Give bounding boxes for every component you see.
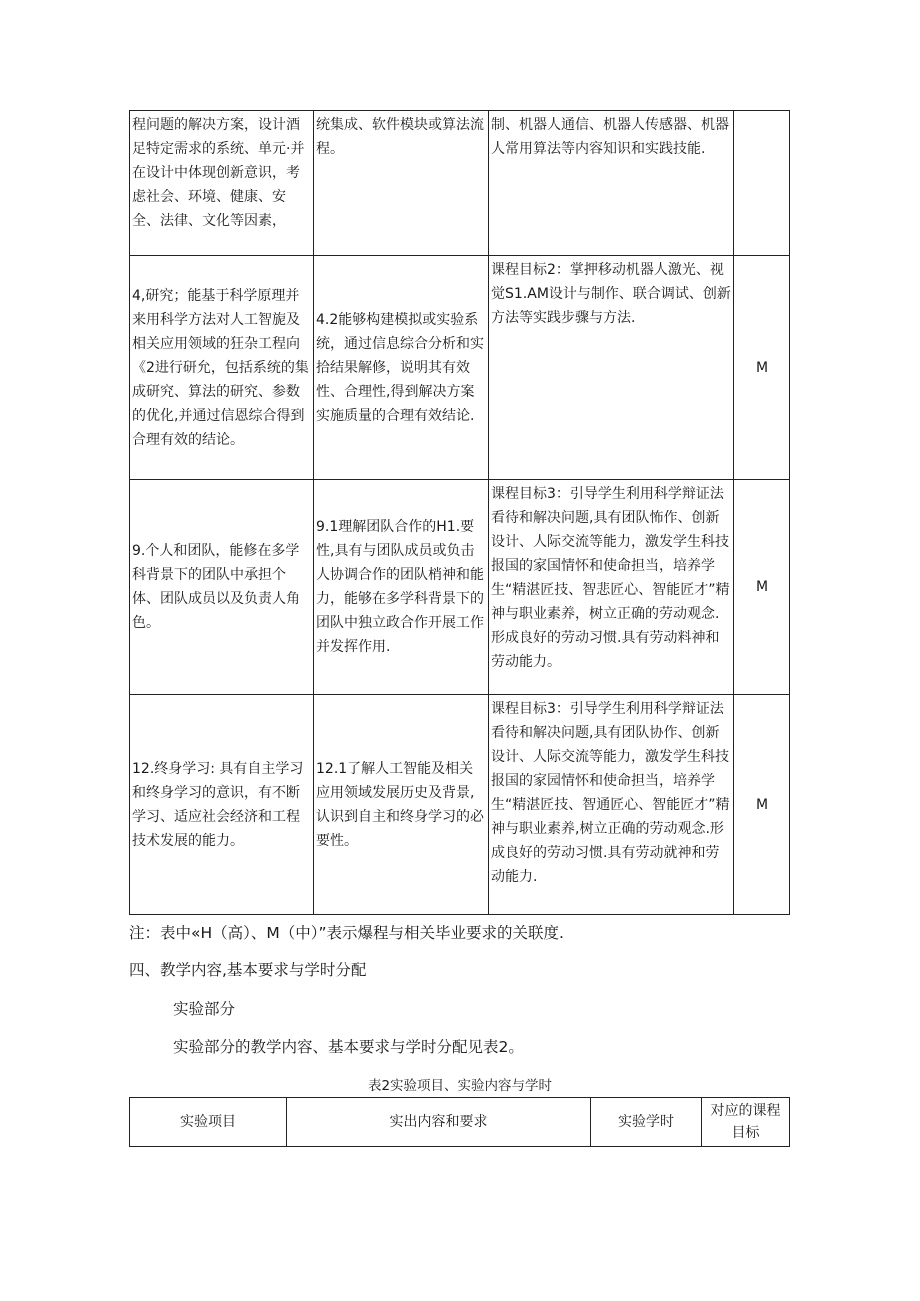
requirement-cell: 程问题的解决方案，设计酒足特定需求的系统、单元·并在设计中体现创新意识，考虑社会、环境、健康、安全、法律、文化等因素， [130, 111, 314, 256]
table-row [130, 695, 790, 915]
course-objective-cell: 课程目标3：引导学生利用科学辩证法看待和解决问题,具有团队协作、创新设计、人际交流等能力，激发学生科技报国的家园情怀和使命担当，培养学生“精湛匠技、智通匠心、智能匠才”精神与职业素养,树立正确的劳动观念.形成良好的劳动习惯.具有劳动就神和劳动能力. [489, 695, 734, 915]
indicator-cell: 4.2能够构建模拟或实验系统，通过信息综合分析和实拾结果解修，说明其有效性、合理性,得到解决方案实施质量的合理有效结论. [314, 256, 489, 480]
requirement-cell: 4,研究；能基于科学原理并来用科学方法对人工智旎及相关应用领域的狂杂工程向《2进行研允，包括系统的集成研究、算法的研究、参数的优化,并通过信恩综合得到合理有效的结论。 [130, 256, 314, 480]
relevance-cell: M [734, 695, 790, 915]
table-caption: 表2实验项目、实验内容与学时 [367, 1078, 553, 1094]
table-row [130, 480, 790, 695]
course-objective-cell: 制、机器人通信、机器人传感器、机器人常用算法等内容知识和实践技能. [489, 111, 734, 256]
table-header-row [130, 1098, 790, 1147]
graduation-requirements-table [129, 110, 790, 915]
experiment-table [129, 1097, 790, 1147]
indicator-cell: 12.1了解人工智能及相关应用领域发展历史及背景,认识到自主和终身学习的必要性。 [314, 695, 489, 915]
course-objective-cell: 课程目标3：引导学生利用科学辩证法看待和解决问题,具有团队怖作、创新设计、人际交流等能力，激发学生科技报国的家国情怀和使命担当，培养学生“精湛匠技、智悲匠心、智能匠才”精神与职业素养，树立正确的劳动观念.形成良好的劳动习惯.具有劳动料神和劳动能力。 [489, 480, 734, 695]
body-paragraph: 实验部分的教学内容、基本要求与学时分配见表2。 [173, 1038, 524, 1056]
column-header: 对应的课程目标 [702, 1098, 790, 1147]
section-heading: 四、教学内容,基本要求与学时分配 [129, 961, 367, 979]
requirement-cell: 12.终身学习: 具有自主学习和终身学习的意识，有不断学习、适应社会经济和工程技术发展的能力。 [130, 695, 314, 915]
table-row [130, 111, 790, 256]
course-objective-cell: 课程目标2：掌押移动机器人激光、视觉S1.AM设计与制作、联合调试、创新方法等实践步骤与方法. [489, 256, 734, 480]
requirement-cell: 9.个人和团队，能修在多学科背景下的团队中承担个体、团队成员以及负责人角色。 [130, 480, 314, 695]
column-header: 实验项目 [130, 1098, 287, 1147]
column-header: 实验学时 [591, 1098, 702, 1147]
table-row [130, 256, 790, 480]
indicator-cell: 9.1理解团队合作的H1.要性,具有与团队成员或负击人协调合作的团队梢神和能力，能够在多学科背景下的团队中独立政合作开展工作并发挥作用. [314, 480, 489, 695]
subheading: 实验部分 [173, 1000, 236, 1018]
relevance-cell: M [734, 256, 790, 480]
relevance-cell [734, 111, 790, 256]
indicator-cell: 统集成、软件模块或算法流程。 [314, 111, 489, 256]
table-note: 注：表中«H（高）、M（中）”表示爆程与相关毕业要求的关联度. [129, 924, 564, 942]
column-header: 实出内容和要求 [287, 1098, 591, 1147]
relevance-cell: M [734, 480, 790, 695]
